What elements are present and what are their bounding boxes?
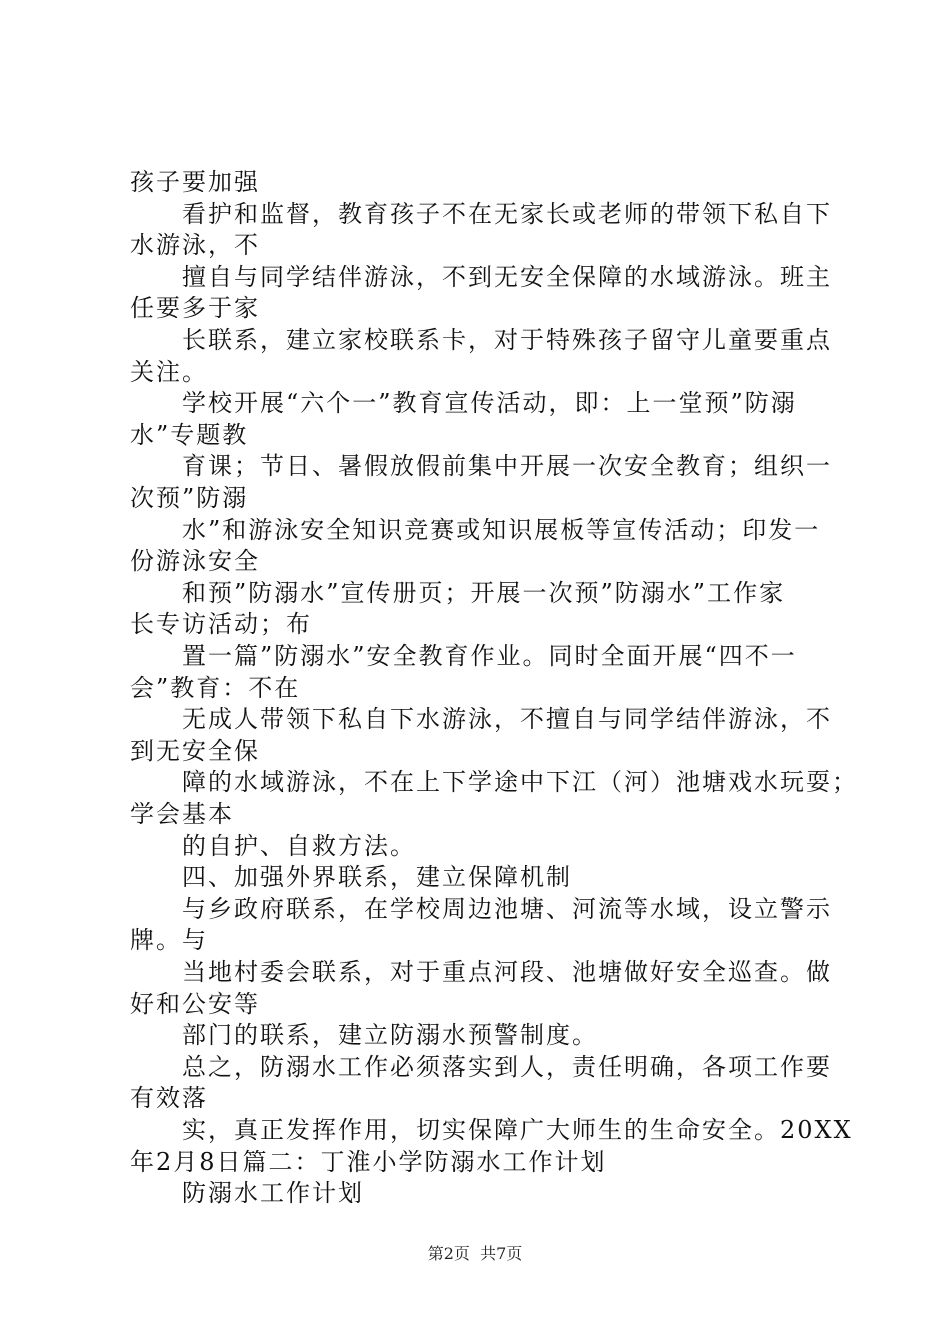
text-line: 关注。 (130, 357, 208, 386)
text-line: 孩子要加强 (130, 168, 260, 196)
text-line: 水”专题教 (130, 420, 249, 449)
text-line: 障的水域游泳，不在上下学途中下江（河）池塘戏水玩耍； (182, 768, 858, 797)
text-line: 与乡政府联系，在学校周边池塘、河流等水域，设立警示 (182, 894, 832, 923)
text-line: 好和公安等 (130, 989, 260, 1018)
text-line: 和预”防溺水”宣传册页；开展一次预”防溺水”工作家 (182, 578, 786, 607)
text-line: 看护和监督，教育孩子不在无家长或老师的带领下私自下 (182, 199, 832, 228)
text-line: 防溺水工作计划 (182, 1179, 364, 1208)
text-line: 四、加强外界联系，建立保障机制 (182, 863, 572, 892)
text-line: 部门的联系，建立防溺水预警制度。 (182, 1021, 598, 1050)
page-number: 第2页 共7页 (427, 1244, 523, 1263)
text-line: 长专访活动；布 (130, 610, 312, 639)
text-line: 当地村委会联系，对于重点河段、池塘做好安全巡查。做 (182, 958, 832, 986)
text-line: 的自护、自救方法。 (182, 831, 416, 860)
text-line: 实，真正发挥作用，切实保障广大师生的生命安全。20XX (182, 1116, 853, 1144)
page-footer (0, 1244, 950, 1264)
text-line: 学校开展“六个一”教育宣传活动，即：上一堂预”防溺 (182, 389, 797, 418)
text-line: 无成人带领下私自下水游泳，不擅自与同学结伴游泳，不 (182, 705, 832, 734)
text-line: 份游泳安全 (130, 547, 260, 576)
text-line: 水游泳，不 (130, 231, 260, 260)
text-line: 任要多于家 (130, 294, 260, 323)
text-line: 长联系，建立家校联系卡，对于特殊孩子留守儿童要重点 (182, 326, 832, 354)
text-line: 水”和游泳安全知识竞赛或知识展板等宣传活动；印发一 (182, 515, 821, 544)
text-line: 育课；节日、暑假放假前集中开展一次安全教育；组织一 (182, 452, 832, 481)
text-line: 擅自与同学结伴游泳，不到无安全保障的水域游泳。班主 (182, 262, 832, 291)
text-line: 会”教育：不在 (130, 673, 301, 702)
text-line: 年2月8日篇二：丁淮小学防溺水工作计划 (130, 1147, 607, 1176)
text-line: 有效落 (130, 1084, 208, 1113)
text-line: 总之，防溺水工作必须落实到人，责任明确，各项工作要 (182, 1052, 832, 1081)
text-line: 牌。与 (130, 926, 208, 955)
text-line: 置一篇”防溺水”安全教育作业。同时全面开展“四不一 (182, 642, 797, 670)
text-line: 到无安全保 (130, 736, 260, 765)
text-line: 学会基本 (130, 800, 234, 828)
text-line: 次预”防溺 (130, 484, 249, 512)
